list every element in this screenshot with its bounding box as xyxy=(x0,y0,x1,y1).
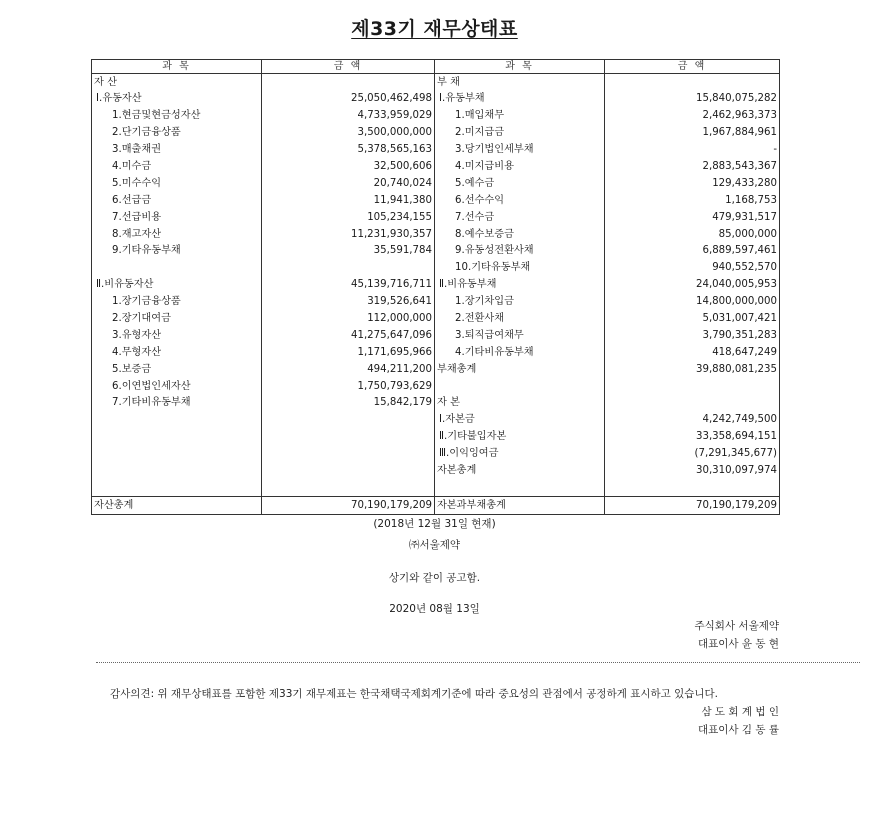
amount-left-cell: 41,275,647,096 xyxy=(262,327,435,344)
account-left-cell: 2.장기대여금 xyxy=(92,310,262,327)
amount-left-cell xyxy=(262,74,435,91)
table-row xyxy=(92,395,780,412)
amount-right-cell: 940,552,570 xyxy=(605,260,780,277)
amount-left-cell: 11,231,930,357 xyxy=(262,226,435,243)
dotted-separator xyxy=(96,662,860,663)
amount-left-cell xyxy=(262,260,435,277)
account-left-cell: 2.단기금융상품 xyxy=(92,125,262,142)
account-left-cell: 5.보증금 xyxy=(92,361,262,378)
amount-left-cell: 4,733,959,029 xyxy=(262,108,435,125)
account-right-cell: 3.퇴직급여채무 xyxy=(435,327,605,344)
table-header-row xyxy=(92,60,780,74)
account-left-cell xyxy=(92,462,262,479)
account-right-cell: 2.미지급금 xyxy=(435,125,605,142)
account-left-cell: 3.매출채권 xyxy=(92,142,262,159)
account-right-cell: 자본총계 xyxy=(435,462,605,479)
ceo-name: 대표이사 윤 동 현 xyxy=(697,638,779,650)
audit-opinion: 감사의견: 위 재무상태표를 포함한 제33기 재무제표는 한국채택국제회계기준에 따라 중요성의 관점에서 공정하게 표시하고 있습니다. xyxy=(110,688,719,700)
auditor-name: 삼 도 회 계 법 인 xyxy=(701,706,779,718)
amount-left-cell: 494,211,200 xyxy=(262,361,435,378)
amount-right-cell: 418,647,249 xyxy=(605,344,780,361)
table-row xyxy=(92,344,780,361)
account-right-cell: 3.당기법인세부채 xyxy=(435,142,605,159)
amount-left-cell: 15,842,179 xyxy=(262,395,435,412)
amount-left-cell: 35,591,784 xyxy=(262,243,435,260)
header-account-left: 과 목 xyxy=(92,60,262,74)
table-row xyxy=(92,226,780,243)
amount-right-cell: 30,310,097,974 xyxy=(605,462,780,479)
amount-left-cell: 3,500,000,000 xyxy=(262,125,435,142)
account-left-cell: Ⅰ.유동자산 xyxy=(92,91,262,108)
amount-right-cell xyxy=(605,74,780,91)
table-row xyxy=(92,412,780,429)
account-left-cell: 4.미수금 xyxy=(92,158,262,175)
account-left-cell: 1.현금및현금성자산 xyxy=(92,108,262,125)
amount-right-cell xyxy=(605,395,780,412)
account-right-cell: 1.장기차입금 xyxy=(435,294,605,311)
amount-left-cell: 11,941,380 xyxy=(262,192,435,209)
account-left-cell: 7.기타비유동부채 xyxy=(92,395,262,412)
auditor-ceo: 대표이사 김 동 률 xyxy=(697,724,779,736)
table-row xyxy=(92,125,780,142)
total-liab-equity-value: 70,190,179,209 xyxy=(605,497,780,515)
table-row xyxy=(92,310,780,327)
account-left-cell: 3.유형자산 xyxy=(92,327,262,344)
header-account-right: 과 목 xyxy=(435,60,605,74)
table-row xyxy=(92,192,780,209)
amount-right-cell: 24,040,005,953 xyxy=(605,277,780,294)
amount-left-cell: 105,234,155 xyxy=(262,209,435,226)
amount-right-cell: 1,967,884,961 xyxy=(605,125,780,142)
account-left-cell: Ⅱ.비유동자산 xyxy=(92,277,262,294)
table-row xyxy=(92,361,780,378)
amount-right-cell: 1,168,753 xyxy=(605,192,780,209)
company-short-name: ㈜서울제약 xyxy=(408,539,461,551)
table-row xyxy=(92,260,780,277)
table-row xyxy=(92,462,780,479)
total-assets-label: 자산총계 xyxy=(92,497,262,515)
account-right-cell: Ⅰ.유동부채 xyxy=(435,91,605,108)
account-right-cell: 4.기타비유동부채 xyxy=(435,344,605,361)
account-right-cell xyxy=(435,479,605,496)
account-right-cell: Ⅱ.비유동부채 xyxy=(435,277,605,294)
account-left-cell: 5.미수수익 xyxy=(92,175,262,192)
amount-right-cell xyxy=(605,479,780,496)
amount-left-cell: 32,500,606 xyxy=(262,158,435,175)
account-right-cell: 6.선수수익 xyxy=(435,192,605,209)
table-row xyxy=(92,74,780,91)
table-body xyxy=(92,74,780,497)
amount-right-cell: 85,000,000 xyxy=(605,226,780,243)
amount-left-cell xyxy=(262,479,435,496)
account-left-cell: 7.선급비용 xyxy=(92,209,262,226)
amount-right-cell: 479,931,517 xyxy=(605,209,780,226)
account-left-cell xyxy=(92,260,262,277)
account-left-cell: 6.선급금 xyxy=(92,192,262,209)
amount-right-cell xyxy=(605,378,780,395)
account-right-cell: 8.예수보증금 xyxy=(435,226,605,243)
account-right-cell: Ⅱ.기타불입자본 xyxy=(435,429,605,446)
table-row xyxy=(92,175,780,192)
document-title: 제33기 재무상태표 xyxy=(351,18,518,40)
account-left-cell xyxy=(92,446,262,463)
account-left-cell: 8.재고자산 xyxy=(92,226,262,243)
amount-right-cell: 2,883,543,367 xyxy=(605,158,780,175)
account-right-cell: Ⅰ.자본금 xyxy=(435,412,605,429)
totals-row xyxy=(92,497,780,515)
amount-left-cell: 20,740,024 xyxy=(262,175,435,192)
account-left-cell xyxy=(92,429,262,446)
amount-right-cell: 5,031,007,421 xyxy=(605,310,780,327)
amount-right-cell: 14,800,000,000 xyxy=(605,294,780,311)
amount-right-cell: 39,880,081,235 xyxy=(605,361,780,378)
account-right-cell: 부채총계 xyxy=(435,361,605,378)
account-right-cell: 2.전환사채 xyxy=(435,310,605,327)
account-right-cell: 4.미지급비용 xyxy=(435,158,605,175)
header-amount-right: 금 액 xyxy=(605,60,780,74)
amount-right-cell: (7,291,345,677) xyxy=(605,446,780,463)
amount-left-cell xyxy=(262,462,435,479)
notice-text: 상기와 같이 공고함. xyxy=(388,572,481,584)
table-row xyxy=(92,378,780,395)
amount-left-cell: 45,139,716,711 xyxy=(262,277,435,294)
table-row xyxy=(92,209,780,226)
table-row xyxy=(92,108,780,125)
account-left-cell: 자 산 xyxy=(92,74,262,91)
amount-left-cell: 319,526,641 xyxy=(262,294,435,311)
account-right-cell xyxy=(435,378,605,395)
amount-left-cell xyxy=(262,429,435,446)
account-right-cell: 5.예수금 xyxy=(435,175,605,192)
table-row xyxy=(92,277,780,294)
total-liab-equity-label: 자본과부채총계 xyxy=(435,497,605,515)
table-row xyxy=(92,158,780,175)
account-left-cell: 4.무형자산 xyxy=(92,344,262,361)
account-right-cell: 자 본 xyxy=(435,395,605,412)
amount-left-cell: 1,750,793,629 xyxy=(262,378,435,395)
account-left-cell: 9.기타유동부채 xyxy=(92,243,262,260)
table-row xyxy=(92,446,780,463)
amount-right-cell: 2,462,963,373 xyxy=(605,108,780,125)
table-row xyxy=(92,142,780,159)
amount-left-cell: 5,378,565,163 xyxy=(262,142,435,159)
amount-left-cell: 1,171,695,966 xyxy=(262,344,435,361)
amount-right-cell: 6,889,597,461 xyxy=(605,243,780,260)
table-row xyxy=(92,243,780,260)
amount-right-cell: - xyxy=(605,142,780,159)
amount-right-cell: 15,840,075,282 xyxy=(605,91,780,108)
account-right-cell: 10.기타유동부채 xyxy=(435,260,605,277)
account-right-cell: 7.선수금 xyxy=(435,209,605,226)
company-full-name: 주식회사 서울제약 xyxy=(694,620,779,632)
account-left-cell xyxy=(92,412,262,429)
table-row xyxy=(92,294,780,311)
account-right-cell: Ⅲ.이익잉여금 xyxy=(435,446,605,463)
account-left-cell xyxy=(92,479,262,496)
amount-right-cell: 4,242,749,500 xyxy=(605,412,780,429)
notice-date: 2020년 08월 13일 xyxy=(389,603,480,615)
table-row xyxy=(92,91,780,108)
header-amount-left: 금 액 xyxy=(262,60,435,74)
table-row xyxy=(92,429,780,446)
total-assets-value: 70,190,179,209 xyxy=(262,497,435,515)
as-of-date: (2018년 12월 31일 현재) xyxy=(373,518,496,530)
table-row xyxy=(92,479,780,496)
account-right-cell: 부 채 xyxy=(435,74,605,91)
amount-left-cell: 25,050,462,498 xyxy=(262,91,435,108)
amount-left-cell xyxy=(262,412,435,429)
account-right-cell: 9.유동성전환사채 xyxy=(435,243,605,260)
table-row xyxy=(92,327,780,344)
amount-left-cell xyxy=(262,446,435,463)
amount-right-cell: 33,358,694,151 xyxy=(605,429,780,446)
amount-right-cell: 3,790,351,283 xyxy=(605,327,780,344)
balance-sheet-table xyxy=(91,59,780,515)
amount-left-cell: 112,000,000 xyxy=(262,310,435,327)
account-right-cell: 1.매입채무 xyxy=(435,108,605,125)
account-left-cell: 1.장기금융상품 xyxy=(92,294,262,311)
amount-right-cell: 129,433,280 xyxy=(605,175,780,192)
account-left-cell: 6.이연법인세자산 xyxy=(92,378,262,395)
